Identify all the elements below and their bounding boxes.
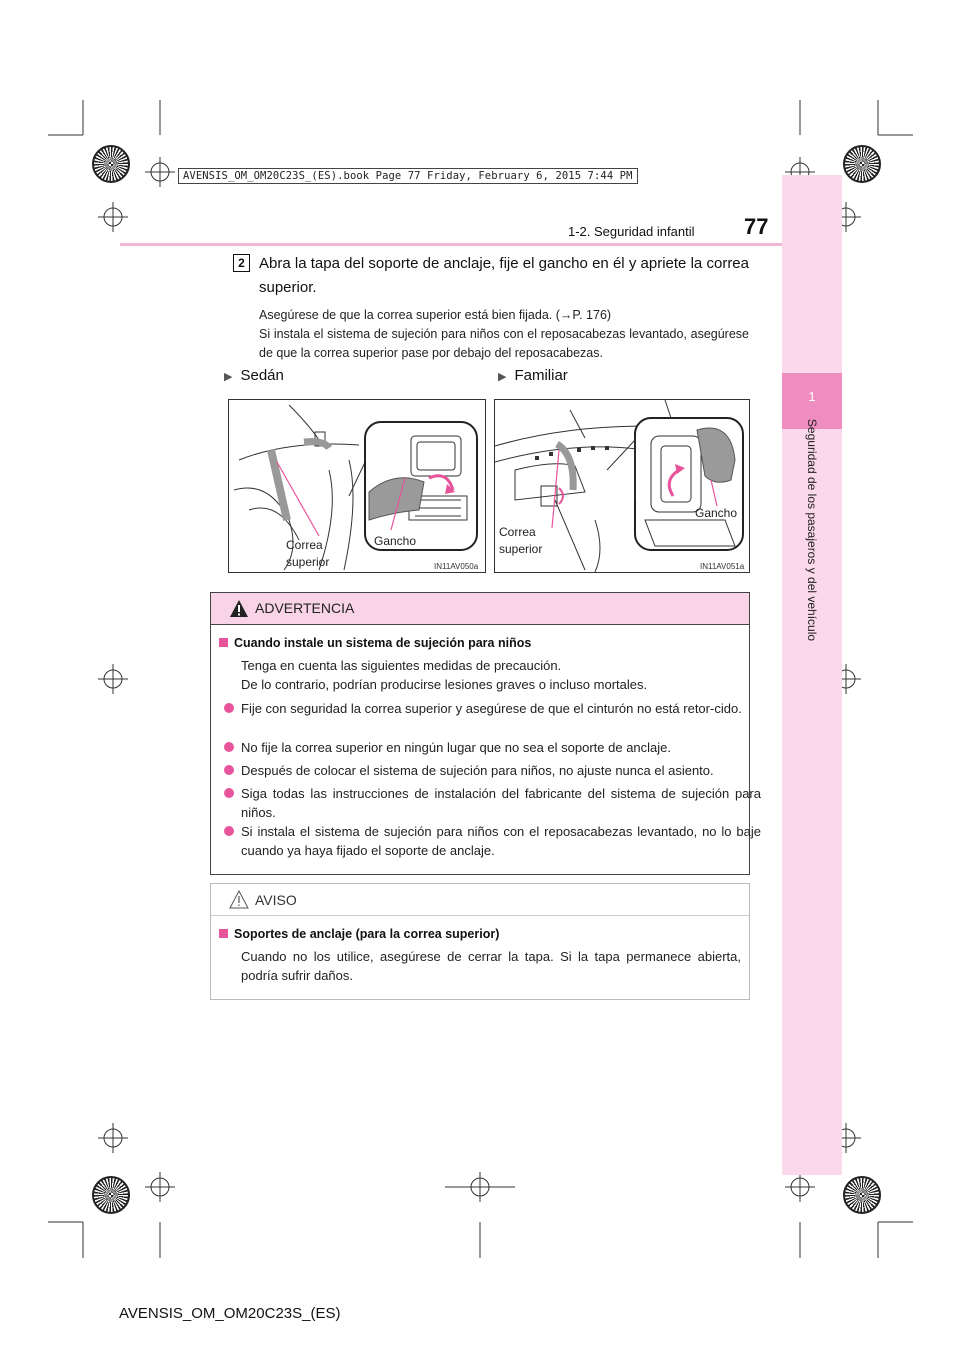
warning-triangle-icon bbox=[229, 599, 249, 618]
warning-header bbox=[211, 593, 749, 625]
step-notes bbox=[259, 306, 749, 363]
callout-strap-line-1: Correa bbox=[499, 525, 536, 539]
caution-triangle-icon bbox=[229, 890, 249, 909]
sedan-anchor-drawing bbox=[229, 400, 485, 572]
warning-bullet-text: Fije con seguridad la correa superior y asegúrese de que el cinturón no está retor-cido. bbox=[241, 701, 742, 716]
warning-bullet-text: Después de colocar el sistema de sujeción para niños, no ajuste nunca el asiento. bbox=[241, 763, 714, 778]
callout-strap bbox=[286, 537, 329, 571]
notice-heading-text: Soportes de anclaje (para la correa superior) bbox=[234, 927, 500, 941]
warning-bullet-text: Si instala el sistema de sujeción para niños con el reposacabezas levantado, no lo baje cuando ya haya fijado el soporte de anclaje. bbox=[241, 824, 761, 858]
book-stamp: AVENSIS_OM_OM20C23S_(ES).book Page 77 Friday, February 6, 2015 7:44 PM bbox=[178, 168, 638, 184]
warning-intro bbox=[241, 656, 741, 694]
chapter-side-tab bbox=[782, 175, 842, 1175]
warning-intro-2: De lo contrario, podrían producirse lesiones graves o incluso mortales. bbox=[241, 677, 648, 692]
warning-intro-1: Tenga en cuenta las siguientes medidas de precaución. bbox=[241, 658, 562, 673]
step-note-2: Si instala el sistema de sujeción para niños con el reposacabezas levantado, asegúrese de que la correa superior pase por debajo del reposacabezas. bbox=[259, 327, 749, 360]
chapter-number: 1 bbox=[808, 389, 816, 404]
callout-strap-line-1: Correa bbox=[286, 538, 323, 552]
notice-title: AVISO bbox=[255, 892, 297, 908]
bullet-dot-icon bbox=[224, 703, 234, 713]
square-bullet-icon bbox=[219, 929, 228, 938]
callout-hook: Gancho bbox=[695, 506, 738, 520]
warning-bullet-2 bbox=[223, 738, 761, 757]
square-bullet-icon bbox=[219, 638, 228, 647]
warning-bullet-text: No fije la correa superior en ningún lugar que no sea el soporte de anclaje. bbox=[241, 740, 671, 755]
chapter-title: Seguridad de los pasajeros y del vehículo bbox=[805, 418, 819, 642]
variant-sedan-label: Sedán bbox=[240, 367, 284, 384]
warning-bullet-4 bbox=[223, 784, 761, 822]
callout-strap-line-2: superior bbox=[286, 555, 330, 569]
variant-sedan bbox=[224, 367, 284, 384]
illustration-sedan bbox=[228, 399, 486, 573]
page-number: 77 bbox=[744, 214, 769, 239]
warning-heading bbox=[219, 636, 531, 650]
variant-wagon-label: Familiar bbox=[514, 367, 568, 384]
warning-bullet-5 bbox=[223, 822, 761, 860]
variant-wagon bbox=[498, 367, 568, 384]
section-title: 1-2. Seguridad infantil bbox=[568, 224, 695, 239]
warning-bullet-3 bbox=[223, 761, 761, 780]
step-note-1: Asegúrese de que la correa superior está bien fijada. (→P. 176) bbox=[259, 308, 612, 322]
step-instruction: Abra la tapa del soporte de anclaje, fije el gancho en él y apriete la correa superior. bbox=[259, 255, 749, 296]
step-number: 2 bbox=[233, 254, 250, 272]
callout-hook: Gancho bbox=[374, 534, 417, 548]
warning-bullet-1 bbox=[223, 699, 761, 718]
warning-box bbox=[210, 592, 761, 875]
document-code: AVENSIS_OM_OM20C23S_(ES) bbox=[119, 1305, 341, 1322]
notice-header bbox=[211, 884, 749, 916]
notice-heading bbox=[219, 927, 499, 941]
warning-heading-text: Cuando instale un sistema de sujeción para niños bbox=[234, 636, 532, 650]
warning-title: ADVERTENCIA bbox=[255, 600, 355, 616]
triangle-bullet-icon: ▶ bbox=[224, 371, 233, 383]
figure-code: IN11AV050a bbox=[434, 562, 479, 571]
header-rule bbox=[120, 243, 782, 246]
bullet-dot-icon bbox=[224, 826, 234, 836]
callout-strap-line-2: superior bbox=[499, 542, 543, 556]
illustration-wagon bbox=[494, 399, 750, 573]
bullet-dot-icon bbox=[224, 765, 234, 775]
bullet-dot-icon bbox=[224, 742, 234, 752]
figure-code: IN11AV051a bbox=[700, 562, 745, 571]
callout-strap bbox=[499, 524, 542, 558]
warning-bullet-text: Siga todas las instrucciones de instalación del fabricante del sistema de sujeción para niños. bbox=[241, 786, 761, 820]
triangle-bullet-icon: ▶ bbox=[498, 371, 507, 383]
notice-text: Cuando no los utilice, asegúrese de cerrar la tapa. Si la tapa permanece abierta, podría sufrir daños. bbox=[241, 949, 741, 983]
notice-box bbox=[210, 883, 750, 1000]
bullet-dot-icon bbox=[224, 788, 234, 798]
